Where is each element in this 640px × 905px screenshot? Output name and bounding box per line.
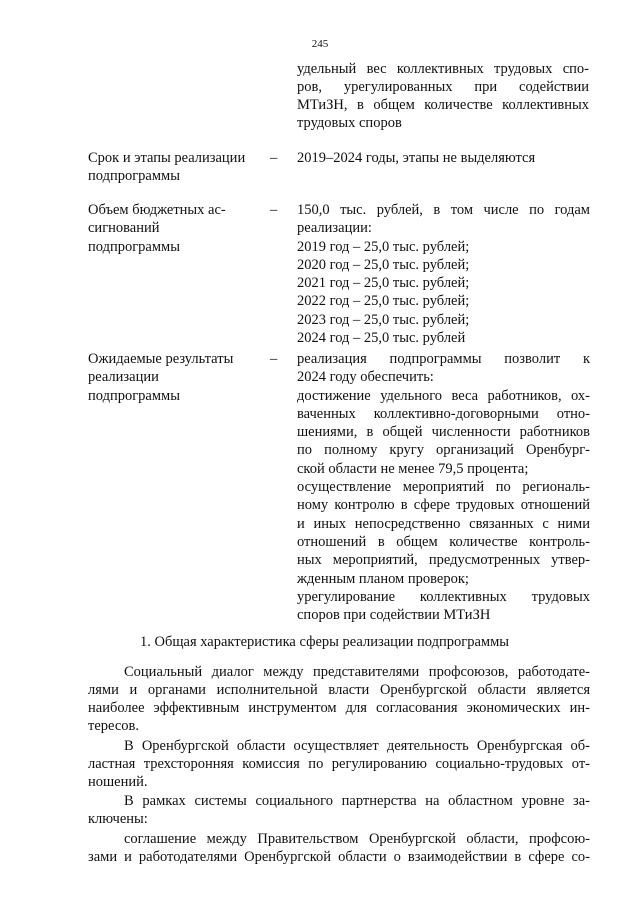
row-label-line: подпрограммы xyxy=(88,387,180,404)
row-value-line: 2022 год – 25,0 тыс. рублей; xyxy=(297,293,470,310)
row-value-line: 2024 году обеспечить: xyxy=(297,369,434,386)
row-value xyxy=(297,149,590,167)
paragraph-line: Социальный диалог между представителями профсоюзов, работодате- xyxy=(124,664,590,680)
row-value-line: по полному кругу организаций Оренбург- xyxy=(297,442,590,459)
row-value-line: 2019–2024 годы, этапы не выделяются xyxy=(297,150,536,166)
row-dash: – xyxy=(270,351,278,367)
row-value-line: ных мероприятий, предусмотренных утвер- xyxy=(297,552,590,569)
row-value-line: жденным планом проверок; xyxy=(297,570,469,587)
row-value-line: шениями, в общей численности работников xyxy=(297,424,590,441)
paragraph-line: тересов. xyxy=(88,718,139,734)
section-heading: 1. Общая характеристика сферы реализации подпрограммы xyxy=(140,634,509,650)
row-value-line: и иных непосредственно связанных с ними xyxy=(297,515,590,532)
paragraph-line: зами и работодателями Оренбургской области о взаимодействии в сфере со- xyxy=(88,848,590,865)
paragraph xyxy=(88,830,590,866)
row-value-line: достижение удельного веса работников, ох- xyxy=(297,387,590,404)
paragraph-line: ключены: xyxy=(88,811,148,827)
row-value xyxy=(297,201,590,347)
row-value-line: урегулирование коллективных трудовых xyxy=(297,588,590,605)
row-value xyxy=(297,350,590,624)
row-value-line: осуществление мероприятий по региональ- xyxy=(297,479,590,496)
row-value-line: реализации: xyxy=(297,220,372,237)
paragraph-line: соглашение между Правительством Оренбургской области, профсою- xyxy=(124,830,590,847)
paragraph xyxy=(88,663,590,735)
paragraph-line: наиболее эффективным инструментом для согласования экономических ин- xyxy=(88,700,590,716)
row-value-line: споров при содействии МТиЗН xyxy=(297,607,491,624)
row-value-line: 2024 год – 25,0 тыс. рублей xyxy=(297,330,466,347)
paragraph-line: В рамках системы социального партнерства на областном уровне за- xyxy=(124,793,590,809)
paragraph-line: ношений. xyxy=(88,773,148,790)
row-label-line: сигнований xyxy=(88,220,160,237)
body-text xyxy=(88,663,590,867)
row-value-line: 2021 год – 25,0 тыс. рублей; xyxy=(297,275,470,292)
row-value-line: 2019 год – 25,0 тыс. рублей; xyxy=(297,238,470,255)
row-value-line: отношений в общем количестве контроль- xyxy=(297,533,590,550)
row-label-line: Ожидаемые результаты xyxy=(88,351,234,367)
continuation-line: удельный вес коллективных трудовых спо- xyxy=(297,61,589,77)
row-value-line: ваченных коллективно-договорными отно- xyxy=(297,405,590,422)
row-label-line: Объем бюджетных ас- xyxy=(88,202,226,218)
row-label-line: подпрограммы xyxy=(88,238,180,255)
row-dash: – xyxy=(270,202,278,218)
paragraph-line: В Оренбургской области осуществляет деятельность Оренбургская об- xyxy=(124,737,590,754)
row-label xyxy=(88,350,258,405)
paragraph xyxy=(88,737,590,791)
continuation-line: трудовых споров xyxy=(297,115,402,131)
page-number: 245 xyxy=(311,38,329,50)
paragraph-line: лями и органами исполнительной власти Оренбургской области является xyxy=(88,682,590,698)
row-dash: – xyxy=(270,150,278,166)
row-label-line: подпрограммы xyxy=(88,168,180,185)
paragraph-line: ластная трехсторонняя комиссия по регулированию социально-трудовых от- xyxy=(88,755,590,772)
row-value-line: 150,0 тыс. рублей, в том числе по годам xyxy=(297,202,590,218)
row-value-line: реализация подпрограммы позволит к xyxy=(297,351,590,367)
continuation-block xyxy=(297,60,589,132)
continuation-line: ров, урегулированных при содействии xyxy=(297,79,589,95)
paragraph xyxy=(88,792,590,828)
row-value-line: 2023 год – 25,0 тыс. рублей; xyxy=(297,311,470,328)
row-label xyxy=(88,149,258,186)
continuation-line: МТиЗН, в общем количестве коллективных xyxy=(297,97,589,113)
row-label xyxy=(88,201,258,256)
row-value-line: ному контролю в сфере трудовых отношений xyxy=(297,497,590,514)
row-label-line: реализации xyxy=(88,369,159,386)
row-value-line: ской области не менее 79,5 процента; xyxy=(297,460,529,477)
row-value-line: 2020 год – 25,0 тыс. рублей; xyxy=(297,256,470,273)
row-label-line: Срок и этапы реализации xyxy=(88,150,246,166)
